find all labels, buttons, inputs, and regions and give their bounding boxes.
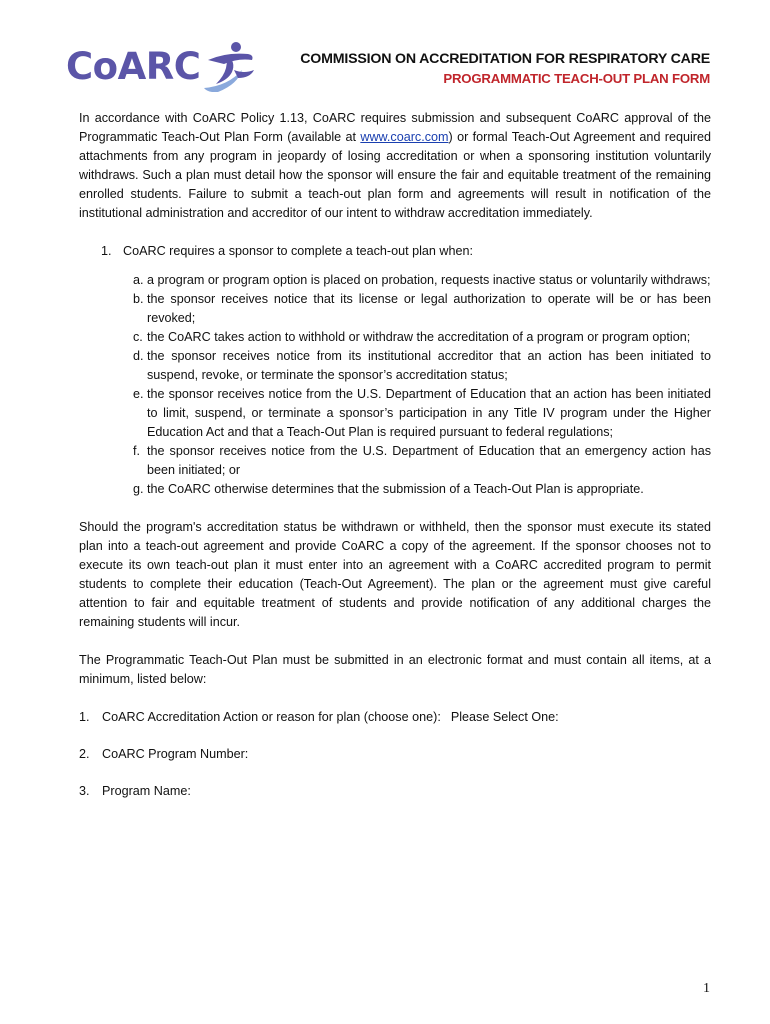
logo-text: CoARC [66,45,201,88]
accreditation-action-select[interactable]: Please Select One: [450,710,559,724]
coarc-website-link[interactable]: www.coarc.com [360,130,449,144]
runner-figure-icon [198,40,258,92]
intro-text-start: In accordance with CoARC Policy 1.13, CoARC requires submission and subsequent CoARC approval of the Programmatic Teach-Out Plan Form (available at [79,111,711,144]
condition-item [133,385,711,442]
condition-letter: d. [133,349,144,363]
form-item-accreditation-action [79,708,711,727]
intro-paragraph [79,109,711,223]
condition-text: the sponsor receives notice from its institutional accreditor that an action has been initiated to suspend, revoke, or terminate the sponsor’s accreditation status; [147,349,711,382]
form-item-number: 1. [79,710,90,724]
requirement-number: 1. [101,244,112,258]
document-header [300,50,710,88]
condition-letter: e. [133,387,144,401]
commission-title: COMMISSION ON ACCREDITATION FOR RESPIRATORY CARE [300,51,710,67]
coarc-logo [66,40,256,96]
condition-item [133,480,711,499]
condition-item [133,271,711,290]
requirement-item [101,242,711,261]
page-number: 1 [703,981,710,996]
condition-letter: b. [133,292,144,306]
condition-item [133,290,711,328]
condition-text: the CoARC otherwise determines that the submission of a Teach-Out Plan is appropriate. [147,482,644,496]
submission-paragraph: The Programmatic Teach-Out Plan must be submitted in an electronic format and must contain all items, at a minimum, listed below: [79,653,711,686]
condition-text: the sponsor receives notice from the U.S. Department of Education that an emergency action has been initiated; or [147,444,711,477]
document-body [79,109,711,819]
intro-text-end: ) or formal Teach-Out Agreement and required attachments from any program in jeopardy of losing accreditation or when a sponsoring institution voluntarily withdraws. Such a plan must detail how the sponsor will ensure the fair and equitable treatment of the remaining enrolled students. Failure to submit a teach-out plan form and agreements will result in notification of the institutional administration and accreditor of our intent to withdraw accreditation immediately. [79,130,711,220]
form-title: PROGRAMMATIC TEACH-OUT PLAN FORM [443,71,710,86]
condition-item [133,328,711,347]
form-item-number: 3. [79,784,90,798]
form-items [79,708,711,801]
requirement-text: CoARC requires a sponsor to complete a teach-out plan when: [123,244,474,258]
condition-text: the sponsor receives notice from the U.S. Department of Education that an action has been initiated to limit, suspend, or terminate a sponsor’s participation in any Title IV program under the Higher Education Act and that a Teach-Out Plan is required pursuant to federal regulations; [147,387,711,439]
form-item-label: CoARC Program Number: [102,747,249,761]
execution-paragraph: Should the program's accreditation status be withdrawn or withheld, then the sponsor must execute its stated plan into a teach-out agreement and provide CoARC a copy of the agreement. If the sponsor chooses not to execute its own teach-out plan it must enter into an agreement with a CoARC accredited program to permit students to complete their education (Teach-Out Agreement). The plan or the agreement must give careful attention to fair and equitable treatment of students and provide notification of any additional charges the remaining students will incur. [79,520,711,629]
condition-text: a program or program option is placed on probation, requests inactive status or voluntarily withdraws; [147,273,711,287]
condition-letter: f. [133,444,140,458]
form-item-label: CoARC Accreditation Action or reason for plan (choose one): [102,710,441,724]
form-item-label: Program Name: [102,784,191,798]
requirement-list [101,242,711,499]
condition-item [133,442,711,480]
condition-letter: a. [133,273,144,287]
condition-text: the CoARC takes action to withhold or withdraw the accreditation of a program or program option; [147,330,691,344]
form-item-number: 2. [79,747,90,761]
condition-text: the sponsor receives notice that its license or legal authorization to operate will be or has been revoked; [147,292,711,325]
form-item-program-name [79,782,711,801]
condition-letter: g. [133,482,144,496]
condition-letter: c. [133,330,143,344]
form-item-program-number [79,745,711,764]
requirement-conditions [133,271,711,499]
condition-item [133,347,711,385]
